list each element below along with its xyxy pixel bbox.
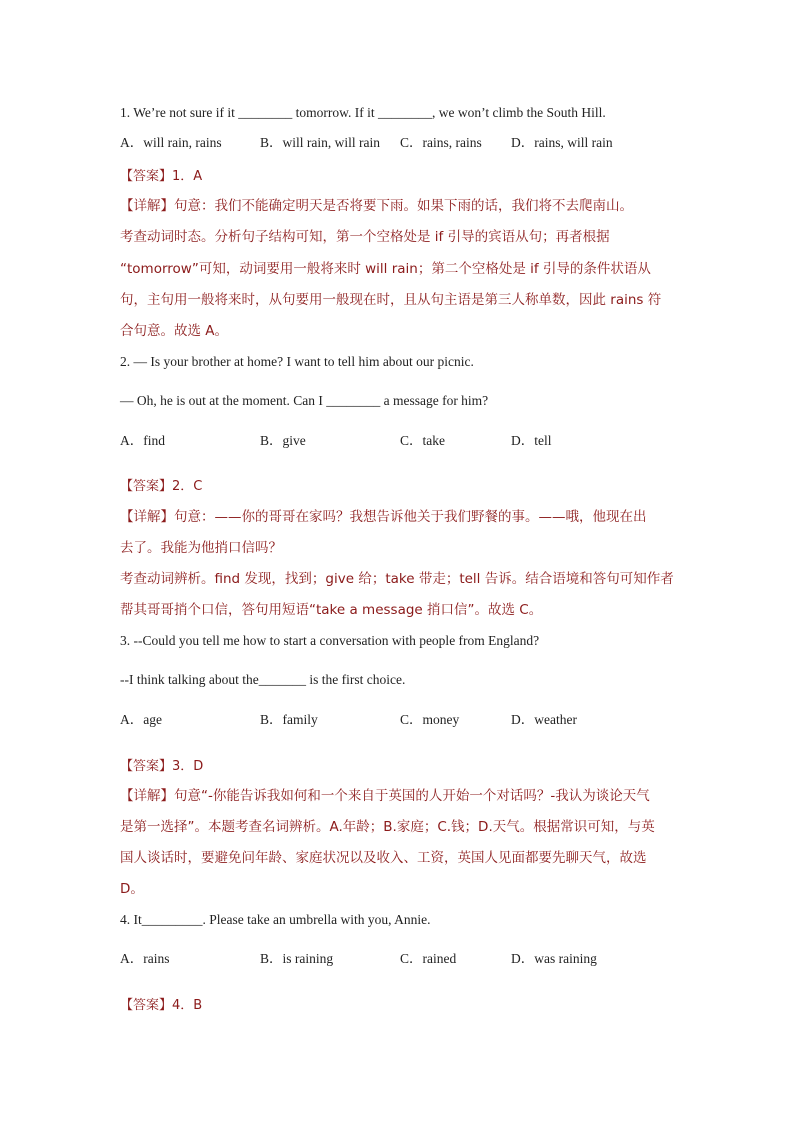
question-4-answer: 【答案】4．B	[120, 998, 203, 1013]
question-1-explain-line: 考查动词时态。分析句子结构可知，第一个空格处是 if 引导的宾语从句；再者根据	[120, 229, 610, 245]
option-c: C．take	[400, 433, 445, 448]
question-2-stem-reply: — Oh, he is out at the moment. Can I ________ a message for him?	[120, 393, 489, 408]
question-3-explain-line: D。	[120, 881, 144, 897]
option-b: B．will rain, will rain	[260, 135, 380, 150]
question-3-answer: 【答案】3．D	[120, 759, 204, 774]
option-b: B．give	[260, 433, 306, 448]
option-b: B．family	[260, 712, 318, 727]
option-d: D．rains, will rain	[511, 135, 613, 150]
question-1-explain-line: 句，主句用一般将来时，从句要用一般现在时，且从句主语是第三人称单数，因此 rains 符	[120, 292, 662, 308]
question-1-options	[120, 134, 680, 152]
question-1-explain-line: “tomorrow”可知，动词要用一般将来时 will rain；第二个空格处是 if 引导的条件状语从	[120, 261, 651, 277]
question-1-answer: 【答案】1．A	[120, 169, 203, 184]
question-2-options	[120, 432, 680, 450]
option-c: C．rains, rains	[400, 135, 482, 150]
option-a: A．find	[120, 433, 165, 448]
question-1-explain-line: 合句意。故选 A。	[120, 323, 229, 339]
option-d: D．was raining	[511, 951, 597, 966]
question-1-explain-line: 【详解】句意：我们不能确定明天是否将要下雨。如果下雨的话，我们将不去爬南山。	[120, 198, 633, 214]
question-1-stem: 1. We’re not sure if it ________ tomorrow. If it ________, we won’t climb the South Hill.	[120, 105, 606, 120]
question-2-explain-line: 去了。我能为他捎口信吗？	[120, 540, 282, 556]
option-c: C．money	[400, 712, 460, 727]
question-3-stem: 3. --Could you tell me how to start a conversation with people from England?	[120, 633, 540, 648]
question-4-stem: 4. It_________. Please take an umbrella with you, Annie.	[120, 912, 431, 927]
question-2-stem: 2. — Is your brother at home? I want to tell him about our picnic.	[120, 354, 474, 369]
question-3-explain-line: 【详解】句意“-你能告诉我如何和一个来自于英国的人开始一个对话吗？-我认为谈论天气	[120, 788, 650, 804]
question-4-options	[120, 950, 680, 968]
option-b: B．is raining	[260, 951, 334, 966]
question-2-explain-line: 【详解】句意：——你的哥哥在家吗？我想告诉他关于我们野餐的事。——哦，他现在出	[120, 509, 647, 525]
question-3-stem-reply: --I think talking about the_______ is the first choice.	[120, 672, 406, 687]
question-2-explain-line: 帮其哥哥捎个口信，答句用短语“take a message 捎口信”。故选 C。	[120, 602, 543, 618]
question-3-options	[120, 711, 680, 729]
option-a: A．will rain, rains	[120, 135, 222, 150]
question-2-answer: 【答案】2．C	[120, 479, 203, 494]
question-2-explain-line: 考查动词辨析。find 发现，找到；give 给；take 带走；tell 告诉。结合语境和答句可知作者	[120, 571, 674, 587]
option-c: C．rained	[400, 951, 457, 966]
option-a: A．rains	[120, 951, 170, 966]
option-d: D．weather	[511, 712, 577, 727]
option-d: D．tell	[511, 433, 552, 448]
option-a: A．age	[120, 712, 162, 727]
question-3-explain-line: 是第一选择”。本题考查名词辨析。A.年龄；B.家庭；C.钱；D.天气。根据常识可知，与英	[120, 819, 655, 835]
question-3-explain-line: 国人谈话时，要避免问年龄、家庭状况以及收入、工资，英国人见面都要先聊天气，故选	[120, 850, 647, 866]
